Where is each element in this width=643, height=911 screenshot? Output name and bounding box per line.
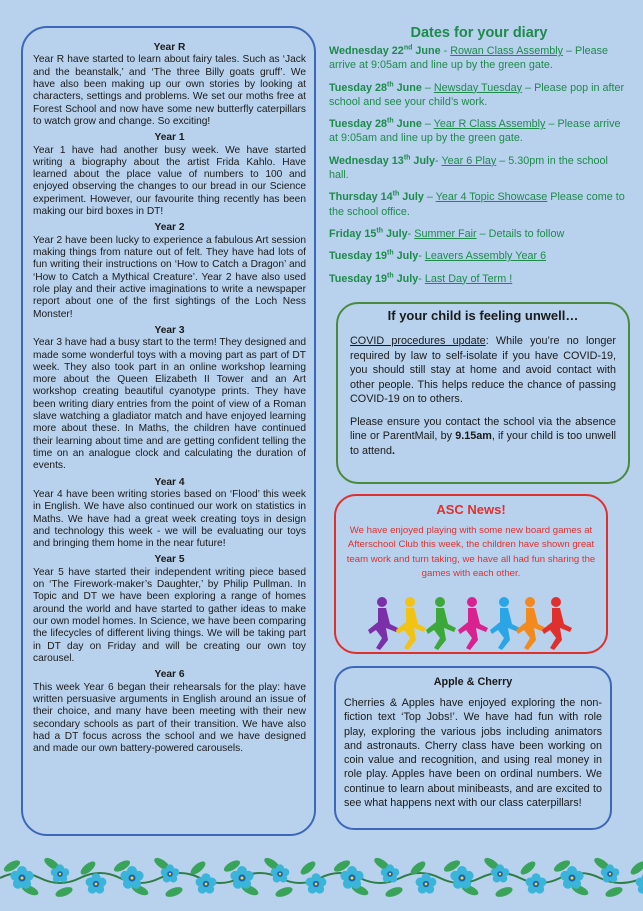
year-1-text: Year 1 have had another busy week. We have started writing a biography about the artist Frida Kahlo. Have learned about the place value of numbers to 100 and enjoyed observing the changes to our bread in our Science experiment. However, our favourite thing recently has been making our bird boxes in DT! [33,144,306,218]
year-1-heading: Year 1 [154,132,185,144]
year-4-section [33,477,306,551]
year-groups-panel [21,26,316,836]
apple-cherry-text: Cherries & Apples have enjoyed exploring the non-fiction text ‘Top Jobs!’. We have had fun with role play, exploring the various jobs including animators and astronauts. Cherry class have been working on coin value and recognition, and using real money in role play. Apples have been on ordinal numbers. We continue to learn about minibeasts, and are excited to see what happens next with our class caterpillars! [344,697,602,810]
year-5-section [33,554,306,665]
diary-event: Friday 15th July- Summer Fair – Details to follow [329,227,565,240]
diary-event: Tuesday 19th July- Last Day of Term ! [329,271,513,285]
year-4-text: Year 4 have been writing stories based on ‘Flood’ this week in English. We have also continued our work on statistics in Maths. We have had a great week creating toys in design and technology this week - we will be evaluating our toys and bringing them home in the near future! [33,488,306,550]
year-r-text: Year R have started to learn about fairy tales. Such as ‘Jack and the beanstalk,’ and ‘The three Billy goats gruff’. We have also been making up our own stories by looking at characters, settings and problems. We set our moths free at Forest School and now have some new butterfly caterpillars to watch grow and change. So exciting! [33,54,306,127]
runner-blue-icon [490,597,520,650]
event-name: Year 4 Topic Showcase [435,191,548,204]
diary-event: Wednesday 22nd June - Rowan Class Assembly – Please arrive at 9:05am and line up by the green gate. [329,44,609,72]
diary-event: Tuesday 19th July- Leavers Assembly Year 6 [329,249,547,263]
year-5-heading: Year 5 [154,554,185,566]
asc-title: ASC News! [436,502,506,517]
event-name: Year R Class Assembly [433,118,546,131]
runner-yellow-icon [396,597,426,650]
year-3-section [33,325,306,473]
covid-absence: Please ensure you contact the school via the absence line or ParentMail, by 9.15am, if your child is too unwell to attend. [350,415,616,457]
year-r-section [33,42,306,128]
runner-red-icon [542,597,572,650]
running-children-illustration [366,596,576,652]
year-6-section [33,669,306,755]
diary-events [329,44,629,294]
runner-purple-icon [368,597,398,650]
diary-event: Tuesday 28th June – Year R Class Assembly – Please arrive at 9:05am and line up by the green gate. [329,117,621,145]
runner-pink-icon [458,597,488,650]
diary-event: Wednesday 13th July- Year 6 Play – 5.30pm in the school hall. [329,154,608,182]
event-name: Newsday Tuesday [433,81,523,94]
event-name: Leavers Assembly Year 6 [424,250,547,263]
runner-orange-icon [516,597,546,650]
apple-cherry-panel [334,666,612,830]
covid-title: If your child is feeling unwell… [387,308,579,323]
covid-update: COVID procedures update: While you’re no longer required by law to self-isolate if you have COVID-19, you should still stay at home and avoid contact with other people. This helps reduce the chance of passing COVID-19 on to others. [350,335,616,405]
diary-title: Dates for your diary [410,25,548,41]
floral-border-decoration [0,844,643,911]
event-name: Last Day of Term ! [424,272,513,285]
year-5-text: Year 5 have started their independent writing piece based on ‘The Firework-maker’s Daughter,’ by Philip Pullman. In Topic and DT we have been exploring a range of homes around the world and have started to gather ideas to make our own model homes. In Science, we have been comparing the lifecycles of different living things. We will be taking part in DT day on Friday and will be creating our own toy carousel. [33,566,306,664]
covid-panel [336,302,630,484]
year-6-heading: Year 6 [154,669,185,681]
event-name: Summer Fair [414,227,477,240]
year-1-section [33,132,306,218]
event-name: Year 6 Play [441,154,497,167]
year-r-heading: Year R [153,42,186,53]
event-name: Rowan Class Assembly [450,45,564,57]
year-3-heading: Year 3 [154,324,185,336]
year-6-text: This week Year 6 began their rehearsals for the play: have written persuasive arguments in English around an issue of their choice, and many have been meeting with their new secondary schools as part of their transition. We have also had a DT focus across the school and we have designed and made our own battery-powered carousels. [33,681,306,755]
diary-event: Thursday 14th July – Year 4 Topic Showcase Please come to the school office. [329,190,625,218]
year-2-text: Year 2 have been lucky to experience a fabulous Art session making things from nature out of felt. They have had lots of fun writing their instructions on ‘How to Catch a Dragon’ and ‘How to Catch a Mythical Creature’. Year 2 have also used role play and their active imaginations to write a newspaper report about one of the first sightings of the Loch Ness Monster! [33,234,306,320]
year-3-text: Year 3 have had a busy start to the term! They designed and made some wonderful toys with a moving part as part of DT week. They also took part in an online workshop learning more about the Queen Elizabeth II Tower and an Art workshop creating beautiful cyanotype prints. They have been writing diary entries from the point of view of a Roman slave watching a gladiator match and have enjoyed learning more about these. In Maths, the children have continued their learning about time and are getting confident telling the time on an analogue clock and calculating the duration of events. [33,337,306,472]
year-2-section [33,222,306,320]
apple-cherry-title: Apple & Cherry [433,676,513,688]
year-2-heading: Year 2 [154,222,185,234]
asc-text: We have enjoyed playing with some new board games at Afterschool Club this week, the children have shown great team work and turn taking, we have all had fun sharing the games with each other. [346,525,596,579]
diary-event: Tuesday 28th June – Newsday Tuesday – Please pop in after school and see your child’s work. [329,81,625,108]
runner-green-icon [426,597,456,650]
year-4-heading: Year 4 [154,476,185,488]
asc-news-panel [334,494,608,654]
